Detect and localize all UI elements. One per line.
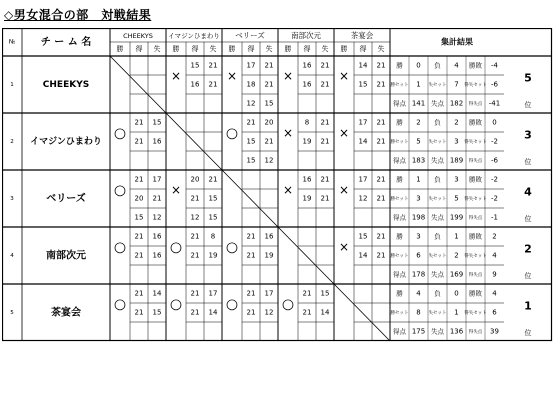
header-sub-win: 勝 bbox=[228, 45, 236, 53]
summary-label: 失点 bbox=[431, 327, 444, 336]
header-col-5: 茶宴会 bbox=[350, 31, 374, 40]
set-score-for: 16 bbox=[302, 80, 312, 89]
set-score-for: 15 bbox=[358, 232, 368, 241]
set-score-for: 21 bbox=[190, 194, 200, 203]
set-score-for: 17 bbox=[246, 61, 256, 70]
summary-value: 169 bbox=[449, 270, 464, 279]
set-score-against: 21 bbox=[376, 80, 386, 89]
match-result-mark: × bbox=[226, 69, 238, 83]
set-score-against: 12 bbox=[152, 213, 162, 222]
set-score-against: 19 bbox=[264, 251, 274, 260]
summary-label: 勝セット bbox=[390, 83, 409, 88]
set-score-for: 21 bbox=[246, 308, 256, 317]
header-sub-win: 勝 bbox=[116, 45, 124, 53]
summary-label: 勝 bbox=[396, 232, 403, 241]
set-score-for: 14 bbox=[358, 251, 368, 260]
match-result-mark: × bbox=[282, 69, 294, 83]
summary-label: 負 bbox=[434, 61, 441, 70]
team-name: CHEEKYS bbox=[42, 80, 90, 90]
set-score-against: 15 bbox=[152, 308, 162, 317]
set-score-against: 21 bbox=[376, 232, 386, 241]
rank-suffix: 位 bbox=[524, 215, 532, 223]
summary-label: 得失セット bbox=[464, 254, 487, 259]
header-team-name: チ ー ム 名 bbox=[40, 37, 92, 48]
summary-value: 1 bbox=[416, 175, 421, 184]
summary-value: -2 bbox=[491, 194, 498, 203]
set-score-against: 21 bbox=[152, 194, 162, 203]
summary-value: 2 bbox=[492, 232, 497, 241]
summary-label: 勝セット bbox=[390, 311, 409, 316]
set-score-for: 12 bbox=[358, 194, 368, 203]
team-no: 4 bbox=[10, 253, 14, 259]
match-result-mark: ○ bbox=[169, 239, 183, 256]
summary-value: 141 bbox=[411, 99, 426, 108]
set-score-against: 21 bbox=[264, 137, 274, 146]
team-rank: 4 bbox=[524, 185, 532, 199]
summary-label: 勝セット bbox=[390, 140, 409, 145]
summary-label: 勝セット bbox=[390, 254, 409, 259]
summary-label: 得失セット bbox=[464, 140, 487, 145]
summary-value: 1 bbox=[454, 308, 459, 317]
summary-value: -1 bbox=[491, 213, 498, 222]
summary-label: 失点 bbox=[431, 213, 444, 222]
summary-label: 負 bbox=[434, 232, 441, 241]
set-score-for: 20 bbox=[190, 175, 200, 184]
set-score-against: 21 bbox=[208, 175, 218, 184]
set-score-against: 17 bbox=[264, 289, 274, 298]
set-score-for: 19 bbox=[302, 194, 312, 203]
summary-label: 得失点 bbox=[468, 216, 483, 221]
set-score-for: 15 bbox=[246, 156, 256, 165]
summary-value: 1 bbox=[416, 80, 421, 89]
summary-label: 勝 bbox=[396, 118, 403, 127]
match-result-mark: ○ bbox=[281, 296, 295, 313]
set-score-against: 16 bbox=[264, 232, 274, 241]
set-score-for: 21 bbox=[134, 137, 144, 146]
set-score-against: 21 bbox=[320, 118, 330, 127]
summary-value: 3 bbox=[454, 137, 459, 146]
summary-label: 勝 bbox=[396, 289, 403, 298]
summary-label: 勝敗 bbox=[469, 61, 482, 70]
header-sub-against: 失 bbox=[265, 45, 273, 53]
summary-label: 勝敗 bbox=[469, 289, 482, 298]
summary-value: 183 bbox=[411, 156, 426, 165]
summary-value: 2 bbox=[454, 118, 459, 127]
header-col-2: イマジンひまわり bbox=[168, 32, 220, 40]
set-score-against: 21 bbox=[320, 175, 330, 184]
match-result-mark: ○ bbox=[113, 239, 127, 256]
header-sub-for: 得 bbox=[191, 45, 199, 53]
header-sub-for: 得 bbox=[135, 45, 143, 53]
team-rank: 1 bbox=[524, 299, 532, 313]
self-match-diagonal bbox=[222, 170, 278, 227]
match-result-mark: × bbox=[338, 69, 350, 83]
set-score-for: 16 bbox=[302, 61, 312, 70]
set-score-against: 21 bbox=[208, 61, 218, 70]
self-match-diagonal bbox=[278, 227, 334, 284]
match-result-mark: × bbox=[170, 69, 182, 83]
summary-label: 勝セット bbox=[390, 197, 409, 202]
team-name: イマジンひまわり bbox=[30, 137, 102, 147]
header-sub-against: 失 bbox=[321, 45, 329, 53]
set-score-against: 15 bbox=[264, 99, 274, 108]
set-score-against: 16 bbox=[152, 137, 162, 146]
summary-label: 得失点 bbox=[468, 330, 483, 335]
header-sub-win: 勝 bbox=[172, 45, 180, 53]
summary-value: 6 bbox=[492, 308, 497, 317]
set-score-for: 12 bbox=[190, 213, 200, 222]
summary-value: 4 bbox=[454, 61, 459, 70]
set-score-for: 15 bbox=[190, 61, 200, 70]
match-result-mark: × bbox=[282, 126, 294, 140]
set-score-for: 15 bbox=[246, 137, 256, 146]
summary-value: 5 bbox=[454, 194, 459, 203]
summary-label: 勝敗 bbox=[469, 175, 482, 184]
summary-label: 得失セット bbox=[464, 83, 487, 88]
set-score-for: 17 bbox=[358, 118, 368, 127]
set-score-against: 14 bbox=[208, 308, 218, 317]
set-score-for: 21 bbox=[134, 308, 144, 317]
summary-label: 得失点 bbox=[468, 273, 483, 278]
summary-value: 178 bbox=[411, 270, 426, 279]
summary-value: 198 bbox=[411, 213, 426, 222]
self-match-diagonal bbox=[110, 56, 166, 113]
summary-value: -2 bbox=[491, 137, 498, 146]
summary-value: 3 bbox=[416, 194, 421, 203]
summary-value: -4 bbox=[491, 61, 498, 70]
summary-label: 得失セット bbox=[464, 197, 487, 202]
set-score-for: 21 bbox=[134, 289, 144, 298]
set-score-against: 21 bbox=[376, 194, 386, 203]
team-no: 5 bbox=[10, 310, 14, 316]
set-score-for: 21 bbox=[190, 232, 200, 241]
set-score-for: 21 bbox=[246, 251, 256, 260]
summary-value: -41 bbox=[488, 99, 501, 108]
set-score-for: 21 bbox=[302, 308, 312, 317]
summary-value: 5 bbox=[416, 137, 421, 146]
summary-label: 負 bbox=[434, 175, 441, 184]
set-score-against: 21 bbox=[376, 175, 386, 184]
header-sub-against: 失 bbox=[377, 45, 385, 53]
set-score-against: 21 bbox=[320, 80, 330, 89]
summary-label: 得点 bbox=[393, 156, 406, 165]
set-score-against: 14 bbox=[152, 289, 162, 298]
summary-value: 199 bbox=[449, 213, 464, 222]
set-score-for: 12 bbox=[246, 99, 256, 108]
match-result-mark: × bbox=[338, 240, 350, 254]
set-score-against: 14 bbox=[320, 308, 330, 317]
summary-value: 0 bbox=[416, 61, 421, 70]
match-result-mark: × bbox=[338, 126, 350, 140]
results-grid-svg bbox=[2, 28, 554, 396]
summary-label: 負 bbox=[434, 118, 441, 127]
summary-label: 得点 bbox=[393, 270, 406, 279]
team-no: 1 bbox=[10, 82, 14, 88]
summary-label: 勝敗 bbox=[469, 118, 482, 127]
summary-value: 182 bbox=[449, 99, 464, 108]
set-score-against: 21 bbox=[376, 137, 386, 146]
summary-value: -6 bbox=[491, 80, 498, 89]
set-score-against: 21 bbox=[376, 251, 386, 260]
set-score-for: 21 bbox=[246, 118, 256, 127]
summary-value: 189 bbox=[449, 156, 464, 165]
header-sub-for: 得 bbox=[303, 45, 311, 53]
summary-value: 136 bbox=[449, 327, 464, 336]
set-score-against: 15 bbox=[320, 289, 330, 298]
set-score-against: 21 bbox=[320, 194, 330, 203]
match-result-mark: × bbox=[338, 183, 350, 197]
set-score-for: 14 bbox=[358, 61, 368, 70]
summary-value: 6 bbox=[416, 251, 421, 260]
set-score-for: 21 bbox=[190, 308, 200, 317]
summary-label: 得点 bbox=[393, 213, 406, 222]
set-score-for: 21 bbox=[190, 289, 200, 298]
set-score-against: 15 bbox=[152, 118, 162, 127]
set-score-against: 16 bbox=[152, 251, 162, 260]
header-sub-against: 失 bbox=[153, 45, 161, 53]
team-rank: 3 bbox=[524, 128, 532, 142]
set-score-against: 21 bbox=[376, 61, 386, 70]
summary-label: 得失点 bbox=[468, 159, 483, 164]
summary-value: 8 bbox=[416, 308, 421, 317]
set-score-for: 15 bbox=[134, 213, 144, 222]
summary-value: 7 bbox=[454, 80, 459, 89]
set-score-for: 21 bbox=[134, 232, 144, 241]
match-result-mark: ○ bbox=[113, 296, 127, 313]
set-score-for: 21 bbox=[134, 251, 144, 260]
set-score-for: 21 bbox=[302, 289, 312, 298]
set-score-against: 12 bbox=[264, 156, 274, 165]
summary-value: 9 bbox=[492, 270, 497, 279]
team-no: 3 bbox=[10, 196, 14, 202]
summary-value: 2 bbox=[416, 118, 421, 127]
set-score-for: 8 bbox=[304, 118, 310, 127]
self-match-diagonal bbox=[166, 113, 222, 170]
summary-value: 4 bbox=[492, 289, 497, 298]
summary-label: 失セット bbox=[428, 197, 447, 202]
summary-label: 失セット bbox=[428, 254, 447, 259]
set-score-against: 21 bbox=[208, 80, 218, 89]
summary-value: 0 bbox=[454, 289, 459, 298]
team-no: 2 bbox=[10, 139, 14, 145]
set-score-against: 21 bbox=[320, 137, 330, 146]
match-result-mark: ○ bbox=[113, 182, 127, 199]
header-col-3: ベリーズ bbox=[235, 31, 265, 40]
header-sub-win: 勝 bbox=[284, 45, 292, 53]
set-score-against: 12 bbox=[264, 308, 274, 317]
set-score-against: 19 bbox=[208, 251, 218, 260]
set-score-against: 15 bbox=[208, 213, 218, 222]
set-score-for: 21 bbox=[190, 251, 200, 260]
set-score-for: 15 bbox=[358, 80, 368, 89]
summary-label: 失セット bbox=[428, 311, 447, 316]
page-title: ◇男女混合の部 対戦結果 bbox=[4, 8, 152, 22]
summary-value: 39 bbox=[490, 327, 499, 336]
team-rank: 2 bbox=[524, 242, 532, 256]
summary-value: 0 bbox=[492, 118, 497, 127]
summary-label: 勝敗 bbox=[469, 232, 482, 241]
summary-value: 3 bbox=[416, 232, 421, 241]
set-score-against: 21 bbox=[264, 61, 274, 70]
summary-label: 得点 bbox=[393, 327, 406, 336]
team-name: 南部次元 bbox=[46, 250, 86, 262]
summary-label: 失点 bbox=[431, 156, 444, 165]
set-score-against: 21 bbox=[376, 118, 386, 127]
rank-suffix: 位 bbox=[524, 158, 532, 166]
summary-label: 勝 bbox=[396, 61, 403, 70]
set-score-against: 17 bbox=[208, 289, 218, 298]
summary-value: -6 bbox=[491, 156, 498, 165]
summary-value: 4 bbox=[492, 251, 497, 260]
set-score-for: 16 bbox=[190, 80, 200, 89]
summary-label: 得失セット bbox=[464, 311, 487, 316]
header-sub-for: 得 bbox=[247, 45, 255, 53]
summary-label: 負 bbox=[434, 289, 441, 298]
set-score-for: 21 bbox=[134, 118, 144, 127]
results-table bbox=[2, 28, 554, 396]
set-score-for: 20 bbox=[134, 194, 144, 203]
self-match-diagonal bbox=[334, 284, 390, 341]
team-name: ベリーズ bbox=[46, 193, 86, 205]
set-score-for: 21 bbox=[134, 175, 144, 184]
summary-label: 得失点 bbox=[468, 102, 483, 107]
team-rank: 5 bbox=[524, 71, 532, 85]
set-score-for: 21 bbox=[246, 232, 256, 241]
set-score-against: 17 bbox=[152, 175, 162, 184]
header-no: № bbox=[8, 38, 16, 46]
team-name: 茶宴会 bbox=[51, 307, 81, 319]
header-sub-for: 得 bbox=[359, 45, 367, 53]
summary-value: 1 bbox=[454, 232, 459, 241]
summary-label: 失セット bbox=[428, 83, 447, 88]
summary-label: 失点 bbox=[431, 99, 444, 108]
rank-suffix: 位 bbox=[524, 101, 532, 109]
match-result-mark: ○ bbox=[225, 239, 239, 256]
header-summary: 集計結果 bbox=[441, 37, 473, 47]
set-score-against: 8 bbox=[210, 232, 216, 241]
match-result-mark: ○ bbox=[169, 296, 183, 313]
header-sub-win: 勝 bbox=[340, 45, 348, 53]
match-result-mark: ○ bbox=[225, 296, 239, 313]
summary-value: 175 bbox=[411, 327, 426, 336]
set-score-against: 21 bbox=[320, 61, 330, 70]
summary-label: 得点 bbox=[393, 99, 406, 108]
summary-value: 3 bbox=[454, 175, 459, 184]
set-score-against: 21 bbox=[264, 80, 274, 89]
summary-value: -2 bbox=[491, 175, 498, 184]
set-score-against: 20 bbox=[264, 118, 274, 127]
rank-suffix: 位 bbox=[524, 329, 532, 337]
header-col-1: CHEEKYS bbox=[123, 32, 153, 40]
set-score-for: 14 bbox=[358, 137, 368, 146]
set-score-against: 15 bbox=[208, 194, 218, 203]
match-result-mark: ○ bbox=[225, 125, 239, 142]
match-result-mark: × bbox=[170, 183, 182, 197]
rank-suffix: 位 bbox=[524, 272, 532, 280]
summary-label: 失点 bbox=[431, 270, 444, 279]
set-score-for: 18 bbox=[246, 80, 256, 89]
summary-value: 2 bbox=[454, 251, 459, 260]
set-score-for: 17 bbox=[358, 175, 368, 184]
summary-value: 4 bbox=[416, 289, 421, 298]
summary-label: 勝 bbox=[396, 175, 403, 184]
match-result-mark: ○ bbox=[113, 125, 127, 142]
header-col-4: 南部次元 bbox=[291, 31, 321, 40]
set-score-for: 19 bbox=[302, 137, 312, 146]
set-score-for: 21 bbox=[246, 289, 256, 298]
set-score-against: 16 bbox=[152, 232, 162, 241]
set-score-for: 16 bbox=[302, 175, 312, 184]
header-sub-against: 失 bbox=[209, 45, 217, 53]
match-result-mark: × bbox=[282, 183, 294, 197]
summary-label: 失セット bbox=[428, 140, 447, 145]
